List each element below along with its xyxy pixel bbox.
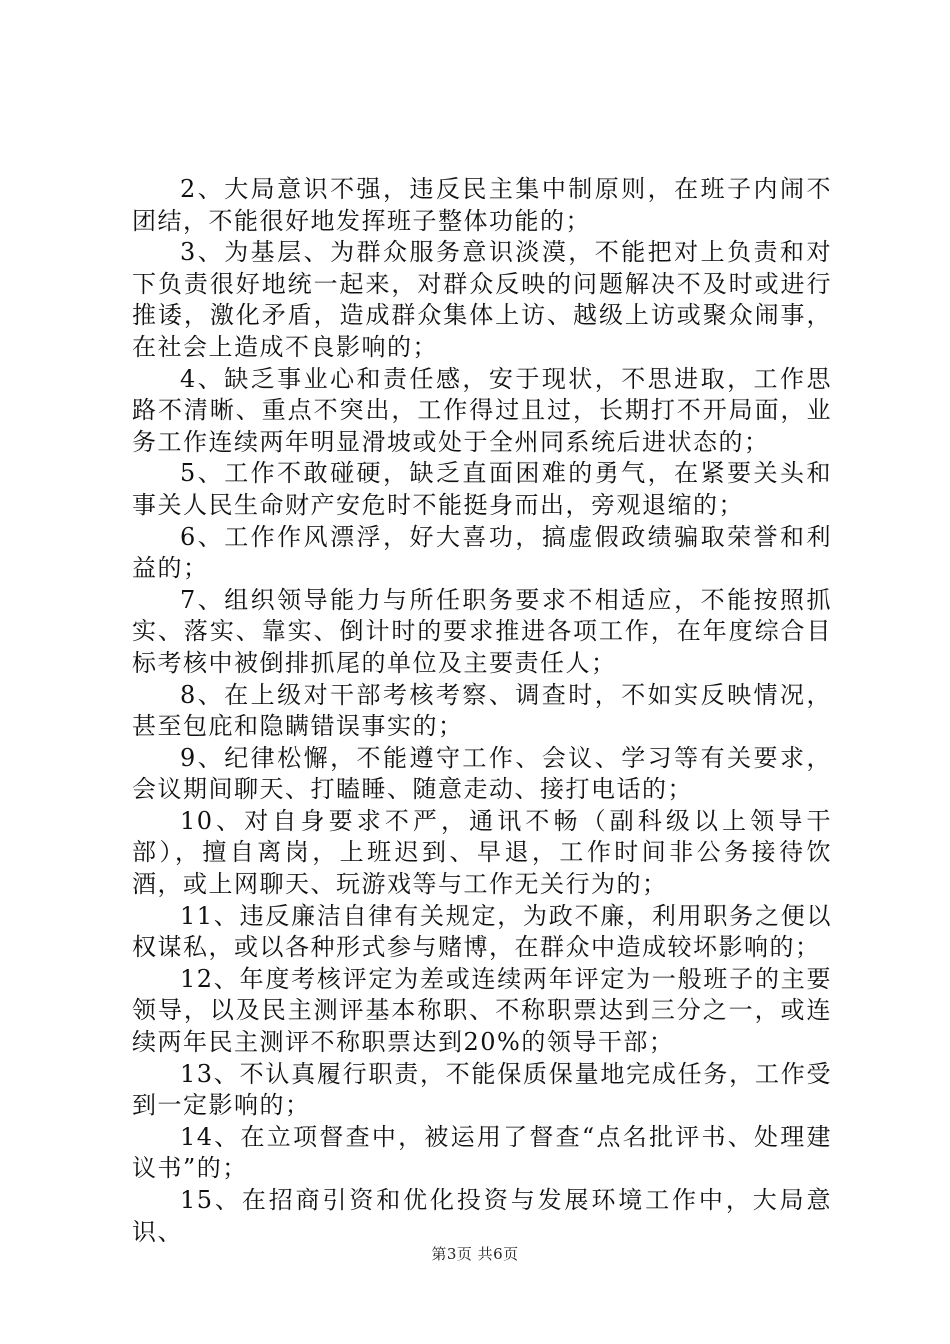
paragraph-item-12: 12、年度考核评定为差或连续两年评定为一般班子的主要领导，以及民主测评基本称职、不称职票达到三分之一，或连续两年民主测评不称职票达到20%的领导干部； [132,964,832,1057]
paragraph-item-9: 9、纪律松懈，不能遵守工作、会议、学习等有关要求，会议期间聊天、打瞌睡、随意走动、接打电话的； [132,743,832,804]
paragraph-item-11: 11、违反廉洁自律有关规定，为政不廉，利用职务之便以权谋私，或以各种形式参与赌博，在群众中造成较坏影响的； [132,901,832,962]
paragraph-item-2: 2、大局意识不强，违反民主集中制原则，在班子内闹不团结，不能很好地发挥班子整体功能的； [132,175,832,235]
paragraph-item-6: 6、工作作风漂浮，好大喜功，搞虚假政绩骗取荣誉和利益的； [132,522,832,583]
paragraph-item-7: 7、组织领导能力与所任职务要求不相适应，不能按照抓实、落实、靠实、倒计时的要求推进各项工作，在年度综合目标考核中被倒排抓尾的单位及主要责任人； [132,585,832,677]
paragraph-item-5: 5、工作不敢碰硬，缺乏直面困难的勇气，在紧要关头和事关人民生命财产安危时不能挺身而出，旁观退缩的； [132,459,832,519]
paragraph-item-4: 4、缺乏事业心和责任感，安于现状，不思进取，工作思路不清晰、重点不突出，工作得过且过，长期打不开局面，业务工作连续两年明显滑坡或处于全州同系统后进状态的； [132,364,832,456]
paragraph-item-14: 14、在立项督查中，被运用了督查“点名批评书、处理建议书”的； [132,1122,832,1183]
paragraph-item-13: 13、不认真履行职责，不能保质保量地完成任务，工作受到一定影响的； [132,1059,832,1120]
paragraph-item-10: 10、对自身要求不严，通讯不畅（副科级以上领导干部），擅自离岗，上班迟到、早退，工作时间非公务接待饮酒，或上网聊天、玩游戏等与工作无关行为的； [132,806,832,899]
document-body [132,174,832,1248]
page-number-footer: 第3页 共6页 [431,1245,519,1263]
paragraph-item-3: 3、为基层、为群众服务意识淡漠，不能把对上负责和对下负责很好地统一起来，对群众反映的问题解决不及时或进行推诿，激化矛盾，造成群众集体上访、越级上访或聚众闹事，在社会上造成不良影响的； [132,238,832,361]
paragraph-item-15: 15、在招商引资和优化投资与发展环境工作中，大局意识、 [132,1186,832,1246]
paragraph-item-8: 8、在上级对干部考核考察、调查时，不如实反映情况，甚至包庇和隐瞒错误事实的； [132,680,832,741]
